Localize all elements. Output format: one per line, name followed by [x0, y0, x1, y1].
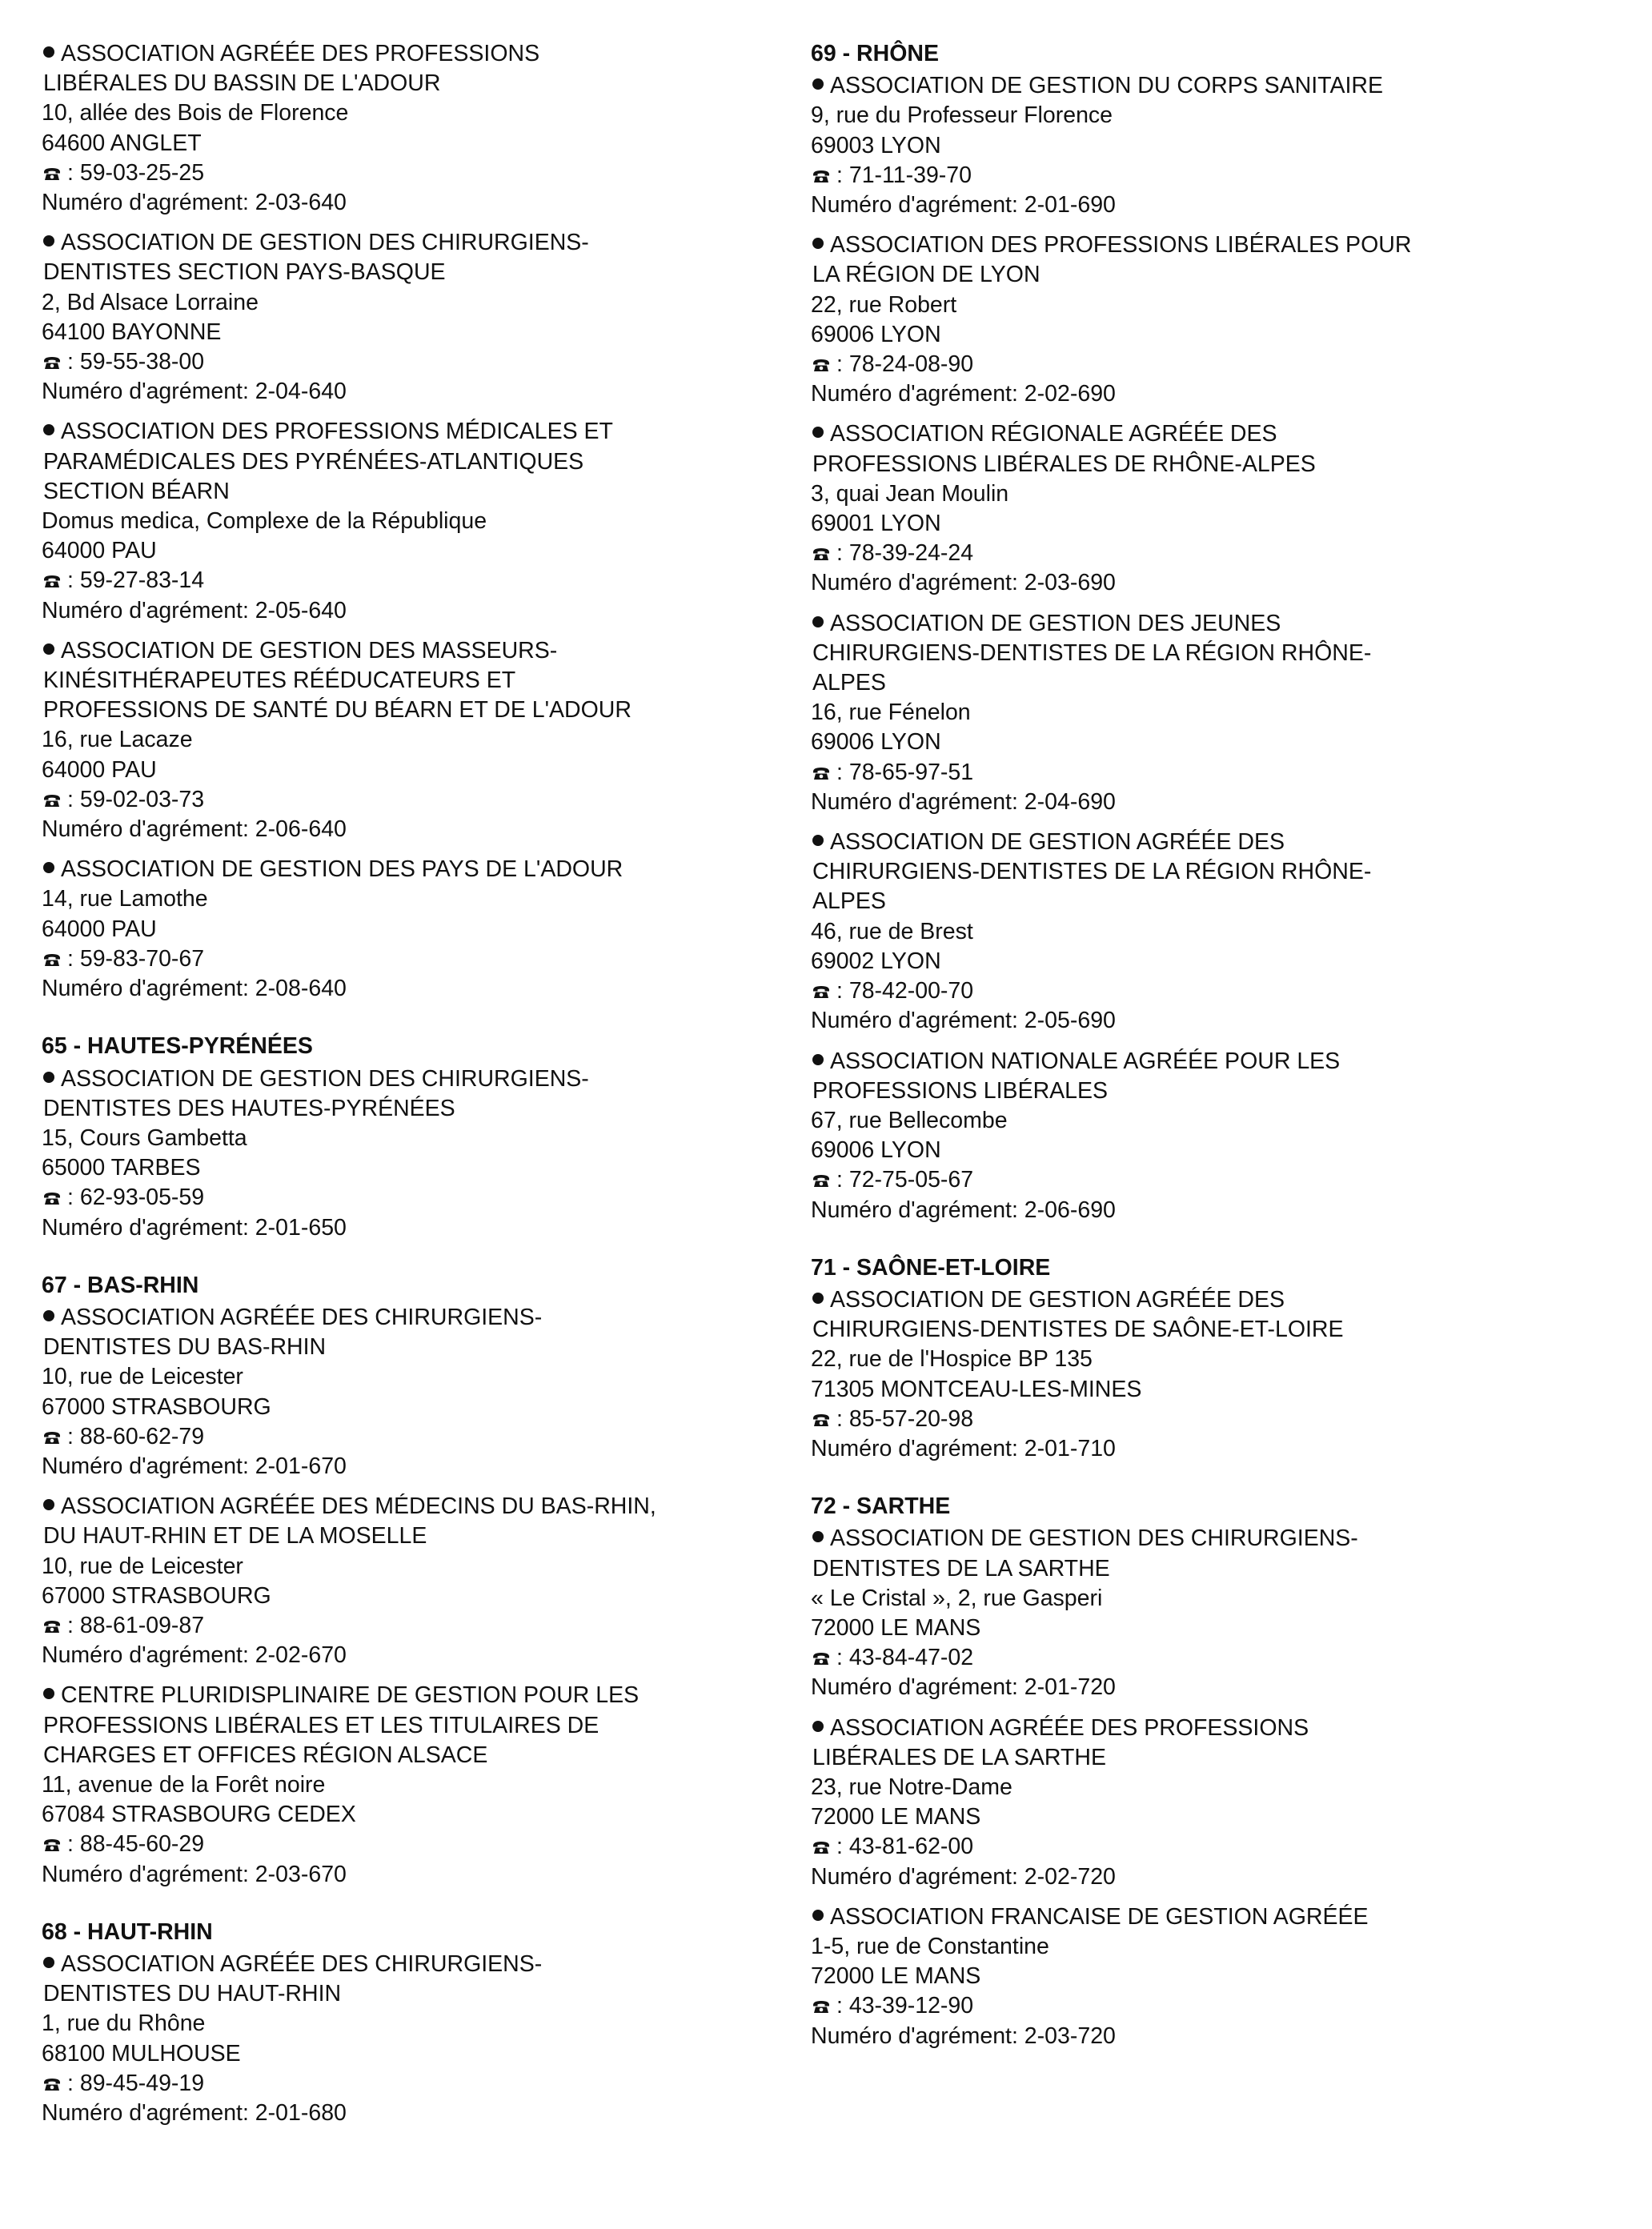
postal-city: 69003 LYON [811, 132, 941, 158]
bullet-icon [43, 1688, 54, 1699]
association-name-line [811, 231, 1563, 260]
phone-line [811, 161, 1563, 190]
phone-line [811, 350, 1563, 379]
telephone-icon [812, 1413, 830, 1427]
street-address: 11, avenue de la Forêt noire [42, 1771, 326, 1798]
street-address: 15, Cours Gambetta [42, 1125, 247, 1151]
bullet-icon [43, 235, 54, 247]
street-address: 46, rue de Brest [811, 918, 973, 944]
phone-separator: : [836, 1993, 849, 2019]
street-address: 10, rue de Leicester [42, 1364, 243, 1390]
phone-line [42, 1611, 794, 1641]
association-name-line [811, 260, 1563, 290]
association-name-text: DENTISTES DE LA SARTHE [812, 1555, 1110, 1582]
agrement-number: Numéro d'agrément: 2-02-690 [811, 381, 1116, 407]
phone-number: 59-03-25-25 [79, 159, 205, 186]
association-entry [811, 231, 1563, 409]
phone-number: 88-61-09-87 [79, 1612, 205, 1638]
phone-number: 88-45-60-29 [79, 1831, 205, 1858]
association-name-line [42, 666, 794, 696]
phone-number: 78-65-97-51 [848, 759, 974, 785]
association-entry [42, 1064, 794, 1243]
association-name-text: PROFESSIONS LIBÉRALES DE RHÔNE-ALPES [812, 451, 1316, 477]
postal-city: 72000 LE MANS [811, 1804, 981, 1830]
association-name-text: ALPES [812, 888, 886, 915]
phone-line [811, 1643, 1563, 1673]
telephone-icon [43, 1619, 61, 1634]
association-name-line [42, 1303, 794, 1333]
phone-separator: : [836, 162, 849, 188]
telephone-icon [812, 1173, 830, 1188]
phone-line [811, 1832, 1563, 1862]
street-address: 3, quai Jean Moulin [811, 480, 1009, 507]
association-entry [811, 419, 1563, 598]
phone-separator: : [67, 945, 80, 972]
phone-line [42, 944, 794, 974]
association-name-text: ASSOCIATION DE GESTION DU CORPS SANITAIRE [830, 73, 1383, 99]
association-name-text: LIBÉRALES DU BASSIN DE L'ADOUR [43, 70, 441, 97]
association-entry [811, 71, 1563, 220]
agrement-number: Numéro d'agrément: 2-03-720 [811, 2023, 1116, 2049]
association-name-line [811, 1047, 1563, 1076]
phone-number: 72-75-05-67 [848, 1167, 974, 1193]
street-address: 16, rue Fénelon [811, 700, 971, 726]
association-name-text: CENTRE PLURIDISPLINAIRE DE GESTION POUR LES [61, 1682, 640, 1709]
phone-line [811, 1405, 1563, 1434]
phone-number: 43-81-62-00 [848, 1834, 974, 1860]
association-name-line [42, 1492, 794, 1521]
telephone-icon [43, 1191, 61, 1205]
phone-line [811, 539, 1563, 568]
association-name-line [811, 828, 1563, 857]
street-address: Domus medica, Complexe de la République [42, 508, 487, 535]
phone-number: 89-45-49-19 [79, 2070, 205, 2096]
association-name-line [42, 258, 794, 287]
phone-line [42, 1183, 794, 1213]
association-name-line [42, 1979, 794, 2009]
association-name-text: LA RÉGION DE LYON [812, 262, 1041, 288]
postal-city: 71305 MONTCEAU-LES-MINES [811, 1376, 1142, 1402]
phone-separator: : [836, 1834, 849, 1860]
department-heading: 71 - SAÔNE-ET-LOIRE [811, 1254, 1051, 1281]
department-heading: 72 - SARTHE [811, 1493, 951, 1520]
postal-city: 64100 BAYONNE [42, 319, 222, 345]
association-name-line [811, 1714, 1563, 1743]
postal-city: 69002 LYON [811, 948, 941, 974]
telephone-icon [43, 355, 61, 370]
bullet-icon [43, 46, 54, 58]
association-entry [42, 1950, 794, 2128]
association-name-line [811, 71, 1563, 101]
phone-separator: : [836, 1167, 849, 1193]
association-name-text: ASSOCIATION AGRÉÉE DES CHIRURGIENS- [61, 1304, 543, 1330]
association-entry [42, 417, 794, 625]
bullet-icon [43, 1310, 54, 1321]
telephone-icon [43, 793, 61, 808]
bullet-icon [812, 835, 824, 846]
association-name-text: ASSOCIATION DE GESTION DES CHIRURGIENS- [61, 230, 589, 256]
agrement-number: Numéro d'agrément: 2-06-690 [811, 1197, 1116, 1223]
agrement-number: Numéro d'agrément: 2-01-680 [42, 2100, 347, 2126]
association-name-line [811, 887, 1563, 916]
phone-line [42, 347, 794, 377]
phone-line [42, 2069, 794, 2099]
association-name-text: PARAMÉDICALES DES PYRÉNÉES-ATLANTIQUES [43, 448, 584, 475]
phone-number: 85-57-20-98 [848, 1405, 974, 1432]
association-entry [42, 228, 794, 407]
left-column [42, 39, 794, 2139]
association-name-text: DENTISTES SECTION PAYS-BASQUE [43, 259, 446, 286]
association-name-line [42, 1681, 794, 1710]
postal-city: 64000 PAU [42, 756, 157, 783]
street-address: 67, rue Bellecombe [811, 1107, 1008, 1133]
phone-number: 71-11-39-70 [848, 162, 972, 188]
association-name-line [811, 1554, 1563, 1584]
phone-number: 62-93-05-59 [79, 1185, 205, 1211]
street-address: 2, Bd Alsace Lorraine [42, 289, 259, 315]
telephone-icon [812, 547, 830, 561]
phone-number: 59-55-38-00 [79, 349, 205, 375]
telephone-icon [812, 169, 830, 183]
bullet-icon [812, 427, 824, 438]
agrement-number: Numéro d'agrément: 2-05-690 [811, 1008, 1116, 1034]
phone-line [811, 758, 1563, 788]
phone-separator: : [836, 759, 849, 785]
phone-separator: : [836, 540, 849, 567]
phone-separator: : [67, 159, 80, 186]
postal-city: 64000 PAU [42, 916, 157, 942]
association-name-text: CHARGES ET OFFICES RÉGION ALSACE [43, 1742, 488, 1768]
postal-city: 72000 LE MANS [811, 1963, 981, 1990]
postal-city: 67000 STRASBOURG [42, 1582, 271, 1609]
association-name-line [42, 1333, 794, 1362]
association-name-text: ALPES [812, 670, 886, 696]
phone-number: 43-84-47-02 [848, 1645, 974, 1671]
association-name-line [811, 639, 1563, 668]
association-name-line [42, 855, 794, 884]
street-address: 10, rue de Leicester [42, 1553, 243, 1579]
agrement-number: Numéro d'agrément: 2-04-640 [42, 379, 347, 405]
phone-number: 78-39-24-24 [848, 540, 974, 567]
phone-line [42, 1830, 794, 1859]
association-name-line [42, 447, 794, 477]
association-name-text: ASSOCIATION DES PROFESSIONS MÉDICALES ET [61, 419, 613, 445]
agrement-number: Numéro d'agrément: 2-06-640 [42, 816, 347, 843]
association-name-line [42, 417, 794, 447]
department-heading: 65 - HAUTES-PYRÉNÉES [42, 1033, 313, 1060]
association-name-text: PROFESSIONS LIBÉRALES ET LES TITULAIRES DE [43, 1712, 599, 1738]
association-entry [42, 636, 794, 844]
association-name-line [42, 1950, 794, 1979]
street-address: 1, rue du Rhône [42, 2011, 206, 2037]
association-entry [811, 1285, 1563, 1464]
postal-city: 64000 PAU [42, 538, 157, 564]
association-name-text: CHIRURGIENS-DENTISTES DE SAÔNE-ET-LOIRE [812, 1317, 1344, 1343]
association-name-text: ASSOCIATION DE GESTION AGRÉÉE DES [830, 829, 1285, 856]
postal-city: 69006 LYON [811, 729, 941, 756]
association-name-line [42, 636, 794, 666]
association-entry [811, 609, 1563, 817]
association-name-text: ASSOCIATION RÉGIONALE AGRÉÉE DES [830, 421, 1277, 447]
association-name-text: SECTION BÉARN [43, 478, 230, 504]
phone-line [42, 566, 794, 595]
association-name-text: DENTISTES DU BAS-RHIN [43, 1334, 327, 1361]
street-address: 1-5, rue de Constantine [811, 1933, 1049, 1959]
phone-separator: : [67, 1185, 80, 1211]
telephone-icon [43, 2077, 61, 2091]
telephone-icon [812, 766, 830, 780]
department-heading: 67 - BAS-RHIN [42, 1272, 199, 1298]
association-name-line [42, 696, 794, 725]
telephone-icon [43, 166, 61, 181]
association-entry [811, 1714, 1563, 1892]
bullet-icon [812, 1531, 824, 1542]
association-name-text: ASSOCIATION FRANCAISE DE GESTION AGRÉÉE [830, 1903, 1369, 1930]
association-entry [811, 828, 1563, 1036]
bullet-icon [43, 1957, 54, 1968]
association-name-text: KINÉSITHÉRAPEUTES RÉÉDUCATEURS ET [43, 667, 516, 694]
association-name-text: ASSOCIATION AGRÉÉE DES MÉDECINS DU BAS-RHIN, [61, 1493, 656, 1520]
association-name-text: ASSOCIATION DE GESTION DES JEUNES [830, 610, 1281, 636]
phone-separator: : [67, 786, 80, 812]
phone-separator: : [67, 2070, 80, 2096]
agrement-number: Numéro d'agrément: 2-02-670 [42, 1642, 347, 1669]
association-name-line [811, 1076, 1563, 1106]
bullet-icon [43, 862, 54, 873]
telephone-icon [43, 952, 61, 967]
association-name-line [42, 1741, 794, 1770]
bullet-icon [812, 1721, 824, 1732]
association-name-text: CHIRURGIENS-DENTISTES DE LA RÉGION RHÔNE- [812, 859, 1372, 885]
telephone-icon [812, 984, 830, 999]
association-name-text: ASSOCIATION DE GESTION DES PAYS DE L'ADOUR [61, 856, 624, 883]
agrement-number: Numéro d'agrément: 2-01-650 [42, 1214, 347, 1241]
street-address: 16, rue Lacaze [42, 727, 193, 753]
association-name-text: PROFESSIONS LIBÉRALES [812, 1077, 1109, 1104]
association-entry [42, 1492, 794, 1670]
phone-number: 59-27-83-14 [79, 567, 205, 594]
street-address: 23, rue Notre-Dame [811, 1774, 1012, 1800]
association-name-line [811, 1524, 1563, 1553]
street-address: 10, allée des Bois de Florence [42, 100, 349, 126]
association-entry [811, 1047, 1563, 1225]
association-name-line [811, 1315, 1563, 1345]
association-name-line [811, 450, 1563, 479]
agrement-number: Numéro d'agrément: 2-01-720 [811, 1674, 1116, 1701]
postal-city: 68100 MULHOUSE [42, 2040, 241, 2067]
agrement-number: Numéro d'agrément: 2-03-690 [811, 570, 1116, 596]
bullet-icon [812, 1293, 824, 1304]
agrement-number: Numéro d'agrément: 2-01-690 [811, 192, 1116, 218]
agrement-number: Numéro d'agrément: 2-08-640 [42, 976, 347, 1002]
phone-line [42, 158, 794, 188]
association-name-line [42, 39, 794, 69]
phone-line [42, 1422, 794, 1452]
phone-separator: : [836, 351, 849, 378]
association-name-line [811, 857, 1563, 887]
telephone-icon [812, 1651, 830, 1666]
street-address: 14, rue Lamothe [42, 886, 208, 912]
agrement-number: Numéro d'agrément: 2-04-690 [811, 788, 1116, 815]
agrement-number: Numéro d'agrément: 2-03-670 [42, 1861, 347, 1887]
association-name-line [811, 668, 1563, 698]
association-name-text: ASSOCIATION DES PROFESSIONS LIBÉRALES POUR [830, 232, 1412, 259]
association-name-line [42, 1094, 794, 1124]
association-entry [42, 855, 794, 1004]
phone-separator: : [67, 1612, 80, 1638]
phone-separator: : [67, 1423, 80, 1449]
street-address: « Le Cristal », 2, rue Gasperi [811, 1585, 1103, 1611]
association-name-text: DENTISTES DES HAUTES-PYRÉNÉES [43, 1095, 455, 1121]
phone-separator: : [67, 567, 80, 594]
bullet-icon [812, 616, 824, 627]
association-name-text: CHIRURGIENS-DENTISTES DE LA RÉGION RHÔNE- [812, 639, 1372, 666]
association-name-text: ASSOCIATION DE GESTION DES CHIRURGIENS- [830, 1525, 1358, 1552]
postal-city: 67084 STRASBOURG CEDEX [42, 1802, 356, 1828]
phone-number: 78-24-08-90 [848, 351, 974, 378]
postal-city: 67000 STRASBOURG [42, 1393, 271, 1420]
agrement-number: Numéro d'agrément: 2-01-710 [811, 1435, 1116, 1461]
bullet-icon [43, 424, 54, 435]
department-heading: 68 - HAUT-RHIN [42, 1918, 213, 1945]
association-entry [811, 1902, 1563, 2051]
association-name-text: ASSOCIATION DE GESTION DES MASSEURS- [61, 637, 558, 663]
bullet-icon [43, 1072, 54, 1083]
association-name-text: DU HAUT-RHIN ET DE LA MOSELLE [43, 1523, 427, 1549]
phone-line [42, 785, 794, 815]
phone-number: 88-60-62-79 [79, 1423, 205, 1449]
telephone-icon [43, 1430, 61, 1445]
bullet-icon [812, 1910, 824, 1921]
telephone-icon [812, 1999, 830, 2014]
telephone-icon [43, 1838, 61, 1852]
association-name-text: LIBÉRALES DE LA SARTHE [812, 1744, 1106, 1770]
association-name-line [811, 419, 1563, 449]
postal-city: 69001 LYON [811, 511, 941, 537]
agrement-number: Numéro d'agrément: 2-03-640 [42, 190, 347, 216]
association-name-text: ASSOCIATION AGRÉÉE DES PROFESSIONS [830, 1714, 1309, 1741]
association-name-line [811, 609, 1563, 639]
bullet-icon [812, 1054, 824, 1065]
postal-city: 72000 LE MANS [811, 1614, 981, 1641]
street-address: 22, rue Robert [811, 291, 957, 318]
street-address: 9, rue du Professeur Florence [811, 102, 1113, 129]
association-entry [42, 1681, 794, 1889]
telephone-icon [43, 574, 61, 588]
postal-city: 69006 LYON [811, 1137, 941, 1164]
phone-number: 59-83-70-67 [79, 945, 205, 972]
association-name-text: PROFESSIONS DE SANTÉ DU BÉARN ET DE L'ADOUR [43, 697, 632, 724]
postal-city: 64600 ANGLET [42, 130, 202, 156]
telephone-icon [812, 1840, 830, 1854]
association-name-text: ASSOCIATION NATIONALE AGRÉÉE POUR LES [830, 1048, 1341, 1074]
phone-line [811, 1991, 1563, 2021]
bullet-icon [812, 238, 824, 249]
phone-number: 59-02-03-73 [79, 786, 205, 812]
association-name-line [42, 1711, 794, 1741]
association-name-text: ASSOCIATION DE GESTION AGRÉÉE DES [830, 1286, 1285, 1313]
association-entry [42, 39, 794, 218]
association-name-line [811, 1902, 1563, 1932]
association-entry [811, 1524, 1563, 1702]
telephone-icon [812, 358, 830, 372]
bullet-icon [812, 78, 824, 90]
phone-separator: : [836, 1405, 849, 1432]
phone-separator: : [836, 978, 849, 1004]
phone-separator: : [67, 1831, 80, 1858]
association-name-line [42, 477, 794, 507]
association-name-line [42, 1521, 794, 1551]
phone-separator: : [836, 1645, 849, 1671]
agrement-number: Numéro d'agrément: 2-05-640 [42, 597, 347, 623]
street-address: 22, rue de l'Hospice BP 135 [811, 1346, 1093, 1373]
department-heading: 69 - RHÔNE [811, 41, 939, 66]
postal-city: 69006 LYON [811, 321, 941, 347]
association-name-line [811, 1285, 1563, 1315]
association-name-line [42, 1064, 794, 1094]
postal-city: 65000 TARBES [42, 1155, 201, 1181]
agrement-number: Numéro d'agrément: 2-01-670 [42, 1453, 347, 1479]
phone-separator: : [67, 349, 80, 375]
phone-number: 78-42-00-70 [848, 978, 974, 1004]
association-name-text: ASSOCIATION DE GESTION DES CHIRURGIENS- [61, 1065, 589, 1092]
association-name-text: ASSOCIATION AGRÉÉE DES PROFESSIONS [61, 41, 540, 66]
bullet-icon [43, 643, 54, 655]
association-name-text: DENTISTES DU HAUT-RHIN [43, 1981, 342, 2007]
association-name-line [42, 69, 794, 98]
association-name-line [42, 228, 794, 258]
association-name-text: ASSOCIATION AGRÉÉE DES CHIRURGIENS- [61, 1950, 543, 1977]
phone-line [811, 976, 1563, 1006]
agrement-number: Numéro d'agrément: 2-02-720 [811, 1863, 1116, 1890]
phone-line [811, 1165, 1563, 1195]
phone-number: 43-39-12-90 [848, 1993, 974, 2019]
association-entry [42, 1303, 794, 1481]
association-name-line [811, 1743, 1563, 1773]
bullet-icon [43, 1499, 54, 1510]
right-column [811, 39, 1563, 2062]
